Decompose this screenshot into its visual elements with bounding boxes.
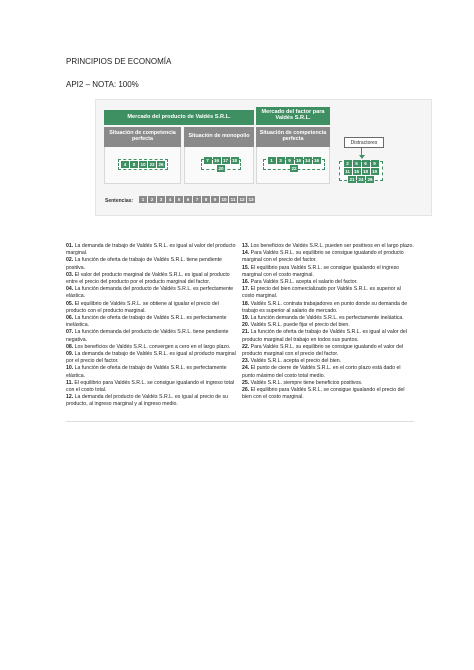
statement-text: El equilibrio para Valdés S.R.L. se consigue igualando el precio del bien con el costo marginal. (242, 387, 405, 401)
sentence-chip[interactable]: 19 (371, 168, 378, 174)
sentence-chip[interactable]: 21 (349, 176, 355, 182)
sentence-chip[interactable]: 9 (286, 157, 294, 164)
statement-number: 01. (66, 243, 75, 249)
statement-number: 13. (242, 243, 251, 249)
statement-item (66, 329, 238, 343)
statement-item (242, 365, 414, 379)
column-perfect-competition (104, 147, 181, 184)
grade-subtitle: API2 – NOTA: 100% (66, 80, 139, 89)
statement-item (66, 315, 238, 329)
sentence-chip[interactable]: 10 (140, 162, 146, 167)
statement-text: La función de oferta de trabajo de Valdés S.R.L. es perfectamente inelástica. (66, 315, 227, 329)
sentence-chip[interactable]: 6 (362, 160, 370, 167)
sentence-chip[interactable]: 7 (204, 157, 212, 164)
drop-zone-factor[interactable] (263, 159, 325, 170)
header-factor-market: Mercado del factor para Valdés S.R.L. (256, 107, 330, 125)
sentence-chip[interactable]: 9 (371, 160, 379, 167)
sentence-chip[interactable]: 8 (130, 161, 138, 168)
statement-text: El punto de cierre de Valdés S.R.L. en el corto plazo está dado el punto máximo del costo total medio. (242, 365, 401, 379)
statement-number: 03. (66, 271, 75, 278)
statement-item (242, 243, 414, 250)
statement-text: El precio del bien comercializado por Valdés S.R.L. es superior al costo marginal. (242, 286, 401, 300)
column-factor-perfect (256, 147, 330, 184)
statement-text: El equilibrio para Valdés S.R.L. se consigue igualando el ingreso total con el costo total. (66, 379, 235, 394)
statement-number: 02. (66, 257, 75, 264)
statement-column-right (242, 243, 414, 409)
statement-item (242, 387, 414, 401)
statement-text: El equilibrio de Valdés S.R.L. se obtiene al igualar el precio del producto con el producto marginal. (66, 300, 219, 314)
sentence-chip[interactable]: 15 (353, 168, 360, 174)
statement-text: La función de oferta de trabajo de Valdés S.R.L. tiene pendiente positiva. (66, 257, 222, 271)
statement-text: Para Valdés S.R.L. acepta el salario del factor. (250, 279, 358, 286)
sentence-chip[interactable]: 24 (358, 176, 364, 182)
statement-number: 10. (66, 365, 75, 372)
statement-item (242, 329, 414, 343)
subheader-perfect-competition: Situación de competencia perfecta (104, 127, 181, 147)
document-title: PRINCIPIOS DE ECONOMÍA (66, 57, 172, 66)
statement-text: La función de oferta de trabajo de Valdés S.R.L. es perfectamente elástica. (66, 365, 227, 379)
statement-text: Valdés S.R.L. siempre tiene beneficios positivos. (250, 379, 363, 386)
sentence-chip[interactable]: 2 (148, 196, 156, 203)
statement-column-left (66, 243, 238, 409)
sentence-chip[interactable]: 18 (362, 168, 369, 174)
statement-number: 21. (242, 329, 251, 336)
sentence-chip[interactable]: 11 (230, 197, 236, 202)
statement-item (66, 351, 238, 365)
statement-text: Para Valdés S.R.L. su equilibrio se consigue igualando el producto marginal con el precio del factor. (242, 250, 404, 264)
statement-text: Los beneficios de Valdés S.R.L. pueden ser positivos en el largo plazo. (250, 243, 414, 249)
statement-item (66, 286, 238, 300)
statement-item (242, 315, 414, 322)
statement-number: 19. (242, 315, 251, 322)
statement-number: 07. (66, 329, 75, 336)
statement-text: La demanda de trabajo de Valdés S.R.L. es igual al valor del producto marginal. (66, 243, 236, 257)
statement-number: 26. (242, 387, 251, 394)
statement-number: 17. (242, 286, 251, 293)
statement-number: 22. (242, 343, 251, 350)
statement-item (242, 344, 414, 358)
drop-zone-perfect[interactable] (118, 159, 168, 170)
bottom-divider (66, 421, 414, 422)
statement-item (242, 301, 414, 315)
statement-item (242, 358, 414, 365)
statement-item (66, 243, 238, 257)
statement-number: 14. (242, 250, 251, 257)
statement-item (242, 265, 414, 279)
statement-text: Para Valdés S.R.L. su equilibrio se consigue igualando el valor del producto marginal con el precio del factor. (242, 343, 404, 358)
statement-item (66, 257, 238, 271)
distractors-button[interactable]: Distractores (344, 137, 384, 148)
sentence-chip[interactable]: 16 (213, 158, 220, 163)
statement-text: La demanda del producto de Valdés S.R.L. es igual al precio de su producto, al ingreso marginal y al ingreso medio. (66, 394, 228, 408)
statement-text: La función demanda del producto de Valdés S.R.L. es perfectamente elástica. (66, 286, 234, 300)
statement-number: 25. (242, 379, 251, 386)
statement-text: La función demanda del producto de Valdés S.R.L. tiene pendiente negativa. (66, 329, 229, 343)
sentence-chip[interactable]: 10 (221, 197, 227, 202)
statement-item (66, 394, 238, 408)
sentence-chip-row (139, 196, 255, 203)
statement-number: 06. (66, 315, 75, 322)
sentence-chip[interactable]: 20 (218, 166, 224, 171)
sentence-chip[interactable]: 22 (149, 162, 155, 167)
statement-text: La demanda de trabajo de Valdés S.R.L. es igual al producto marginal por el precio del factor. (66, 351, 236, 365)
statement-item (66, 272, 238, 286)
sentence-chip[interactable]: 26 (158, 162, 164, 167)
sentence-chip[interactable]: 1 (268, 157, 276, 164)
sentence-chip[interactable]: 18 (231, 158, 238, 163)
arrow-head-icon (359, 155, 365, 159)
statement-text: El equilibrio para Valdés S.R.L. se consigue igualando el ingreso marginal con el costo marginal. (242, 264, 400, 278)
sentence-chip[interactable]: 13 (248, 197, 254, 202)
drop-zone-distractors[interactable] (339, 161, 383, 181)
statement-item (66, 344, 238, 351)
sentence-chip[interactable]: 2 (344, 160, 352, 167)
activity-screenshot (95, 99, 432, 216)
subheader-factor-perfect-competition: Situación de competencia perfecta (256, 127, 330, 147)
statement-item (66, 380, 238, 394)
sentence-chip[interactable]: 8 (202, 196, 210, 203)
sentence-chip[interactable]: 7 (193, 196, 201, 203)
statement-number: 23. (242, 358, 251, 365)
sentence-chip[interactable]: 4 (166, 196, 174, 203)
statement-number: 16. (242, 279, 251, 286)
statement-item (242, 380, 414, 387)
drop-zone-monopoly[interactable] (201, 159, 241, 170)
sentence-chip[interactable]: 3 (277, 157, 285, 164)
sentence-chip[interactable]: 6 (184, 196, 192, 203)
statement-text: Los beneficios de Valdés S.R.L. convergen a cero en el largo plazo. (74, 343, 231, 350)
statement-number: 12. (66, 394, 75, 401)
sentence-chip[interactable]: 11 (345, 168, 350, 174)
subheader-monopoly: Situación de monopolio (184, 127, 254, 147)
statement-number: 11. (66, 379, 75, 386)
statement-text: Valdés S.R.L. puede fijar el precio del bien. (250, 322, 350, 329)
statement-number: 24. (242, 365, 251, 372)
statement-item (242, 250, 414, 264)
statement-list (66, 243, 414, 409)
statement-item (242, 279, 414, 286)
statement-number: 08. (66, 343, 75, 350)
statement-number: 09. (66, 351, 75, 358)
statement-number: 20. (242, 322, 251, 329)
statement-text: La función de oferta de trabajo de Valdés S.R.L. es igual al valor del producto marginal del trabajo en todos sus puntos. (242, 329, 407, 343)
sentence-chip[interactable]: 14 (304, 158, 311, 163)
sentences-label: Sentencias: (105, 198, 134, 204)
statement-item (66, 365, 238, 379)
statement-text: Valdés S.R.L. acepta el precio del bien. (250, 358, 342, 365)
statement-item (66, 301, 238, 315)
statement-number: 05. (66, 300, 75, 307)
statement-text: Valdés S.R.L. contrata trabajadores en punto donde su demanda de trabajo es superior al salario de mercado. (242, 300, 408, 314)
sentence-chip[interactable]: 26 (367, 176, 373, 182)
statement-text: La función demanda de Valdés S.R.L. es perfectamente inelástica. (250, 315, 404, 322)
sentence-chip[interactable]: 12 (239, 197, 245, 202)
statement-number: 18. (242, 300, 251, 307)
statement-item (242, 322, 414, 329)
statement-text: El valor del producto marginal de Valdés S.R.L. es igual al producto entre el precio del producto por el producto marginal del factor. (66, 271, 230, 286)
sentence-chip[interactable]: 3 (157, 196, 165, 203)
sentence-chip[interactable]: 22 (291, 166, 297, 171)
header-product-market: Mercado del producto de Valdés S.R.L. (104, 110, 254, 125)
sentence-chip[interactable]: 4 (121, 161, 129, 168)
statement-number: 04. (66, 286, 75, 293)
sentence-chip[interactable]: 16 (295, 158, 302, 163)
statement-number: 15. (242, 264, 251, 271)
sentence-chip[interactable]: 9 (211, 196, 219, 203)
sentence-chip[interactable]: 17 (222, 158, 229, 163)
sentence-chip[interactable]: 5 (175, 196, 183, 203)
statement-item (242, 286, 414, 300)
sentence-chip[interactable]: 5 (353, 160, 361, 167)
column-monopoly (184, 147, 254, 184)
sentence-chip[interactable]: 16 (313, 158, 320, 163)
sentence-chip[interactable]: 1 (139, 196, 147, 203)
